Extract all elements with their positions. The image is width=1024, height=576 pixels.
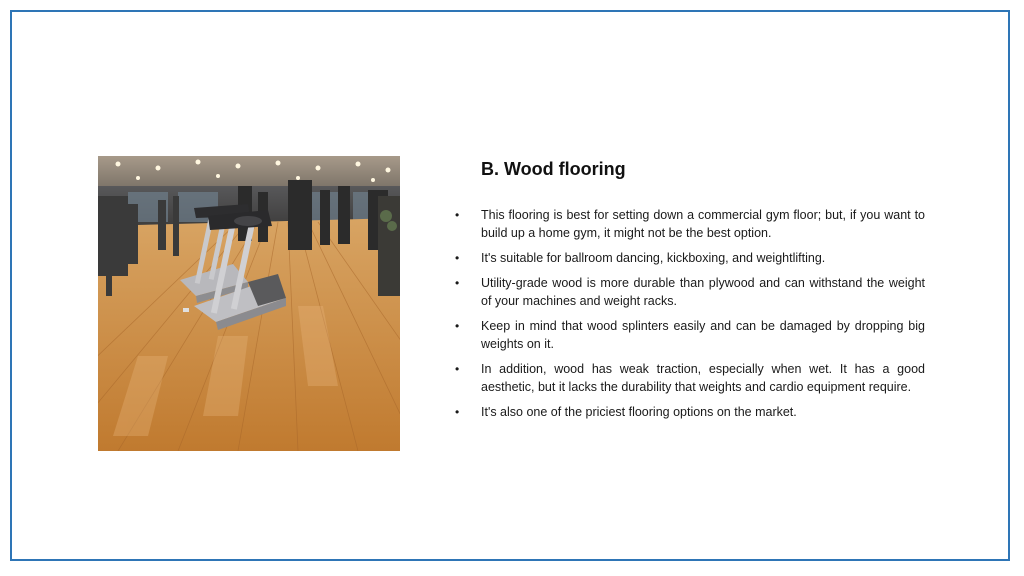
- bullet-dot-icon: •: [455, 362, 460, 376]
- bullet-dot-icon: •: [455, 276, 460, 290]
- bullet-item: [455, 360, 925, 396]
- bullet-list: [455, 206, 925, 428]
- bullet-text: In addition, wood has weak traction, especially when wet. It has a good aesthetic, but it lacks the durability that weights and cardio equipment require.: [481, 362, 925, 394]
- bullet-text: Utility-grade wood is more durable than plywood and can withstand the weight of your machines and weight racks.: [481, 276, 925, 308]
- bullet-item: [455, 317, 925, 353]
- bullet-text: This flooring is best for setting down a commercial gym floor; but, if you want to build up a home gym, it might not be the best option.: [481, 208, 925, 240]
- bullet-dot-icon: •: [455, 208, 460, 222]
- bullet-item: [455, 249, 925, 267]
- bullet-text: It's suitable for ballroom dancing, kickboxing, and weightlifting.: [481, 251, 826, 265]
- bullet-text: It's also one of the priciest flooring options on the market.: [481, 405, 797, 419]
- bullet-text: Keep in mind that wood splinters easily and can be damaged by dropping big weights on it.: [481, 319, 925, 351]
- bullet-dot-icon: •: [455, 251, 460, 265]
- slide-title: B. Wood flooring: [481, 159, 626, 179]
- bullet-item: [455, 274, 925, 310]
- bullet-dot-icon: •: [455, 405, 460, 419]
- bullet-item: [455, 403, 925, 421]
- bullet-item: [455, 206, 925, 242]
- bullet-dot-icon: •: [455, 319, 460, 333]
- gym-photo: [98, 156, 400, 451]
